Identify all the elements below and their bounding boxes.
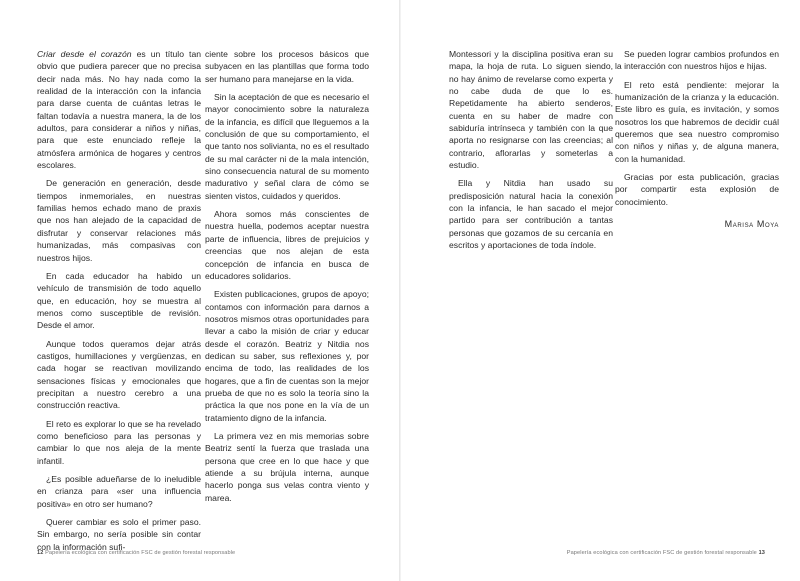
paragraph: Existen publicaciones, grupos de apoyo; contamos con información para darnos a nosotros mismos otras oportunidades para llevar a cabo la misión de criar y educar desde el corazón. Beatriz y Nitdia nos dedican su saber, sus reflexiones y, por encima de todo, las realidades de los hogares, que a fin de cuentas son la mejor prueba de que no es solo la teoría sino la práctica la que nos pone en la vía de un tratamiento digno de la infancia. [205,289,369,423]
paragraph: ¿Es posible adueñarse de lo ineludible en crianza para «ser una influencia positiva» en otro ser humano? [37,474,201,509]
paragraph: Querer cambiar es solo el primer paso. Sin embargo, no sería posible sin contar con la información sufi- [37,517,201,552]
paragraph: Gracias por esta publicación, gracias por compartir esta explosión de conocimiento. [615,172,779,207]
paragraph: El reto es explorar lo que se ha revelado como beneficioso para las personas y cambiar lo que nos aleja de la mente infantil. [37,418,201,466]
footer-text: Papelería ecológica con certificación FSC de gestión forestal responsable [566,550,757,556]
paragraph: Ella y Nitdia han usado su predisposición natural hacia la conexión con la infancia, le han sacado el mejor partido para ser contribución a tantas personas que gozamos de su cercanía en escritos y aportaciones de toda índole. [449,178,613,251]
right-page-column-1 [449,48,613,252]
paragraph: De generación en generación, desde tiempos inmemoriales, en nuestras familias hemos echado mano de praxis que nos han alejado de la capacidad de disfrutar y conservar relaciones más humanizadas, más compasivas con nuestros hijos. [37,178,201,263]
paragraph-text: es un título tan obvio que pudiera parecer que no precisa decir nada más. No hay nada como la realidad de la interacción con la infancia para darse cuenta de cuántas letras le faltan todavía a nuestra manera, la de los adultos, para considerar a niños y niñas, para que este enunciado refleje la atmósfera armónica de hogares y centros escolares. [37,49,202,171]
paragraph: El reto está pendiente: mejorar la humanización de la crianza y la educación. Este libro es guía, es invitación, y somos nosotros los que habremos de decidir cuál queremos que sea nuestro compromiso con niños y niñas y, de alguna manera, con la humanidad. [615,79,779,164]
page-number: 13 [758,550,765,556]
left-page-column-1 [37,48,201,553]
paragraph: Montessori y la disciplina positiva eran su mapa, la hoja de ruta. Lo siguen siendo, no hay ánimo de revelarse como experta y no cabe duda de que lo es. Repetidamente ha abierto senderos, cuenta en su haber de madre con sabiduría intrínseca y también con la que aporta no resignarse con las creencias; al contrario, aflorarlas y someterlas a estudio. [449,49,613,171]
footer-text: Papelería ecológica con certificación FSC de gestión forestal responsable [45,550,236,556]
page-number: 12 [37,550,44,556]
paragraph [37,48,201,171]
left-page-column-2 [205,48,369,504]
paragraph: Sin la aceptación de que es necesario el mayor conocimiento sobre la naturaleza de la infancia, es difícil que lleguemos a la conclusión de que su comportamiento, el que tanto nos solivianta, no es el resultado de su mal carácter ni de la mala intención, sino consecuencia natural de su momento madurativo y señal clara de cómo se sienten vistos, cuidados y queridos. [205,92,369,201]
paragraph: La primera vez en mis memorias sobre Beatriz sentí la fuerza que traslada una persona que cree en lo que hace y que atiende a su brújula interna, aunque hacerlo ponga sus velas contra viento y marea. [205,430,369,503]
book-title-italic: Criar desde el corazón [37,49,132,59]
paragraph: En cada educador ha habido un vehículo de transmisión de todo aquello que, en educación, hoy se muestra al menos como susceptible de revisión. Desde el amor. [37,270,201,331]
paragraph: Se pueden lograr cambios profundos en la interacción con nuestros hijos e hijas. [615,49,779,72]
paragraph: Ahora somos más conscientes de nuestra huella, podemos aceptar nuestra parte de influencia, libres de prejuicios y creencias que nos alejan de esta concepción de infancia en busca de educadores solidarios. [205,209,369,281]
paragraph: Aunque todos queramos dejar atrás castigos, humillaciones y vergüenzas, en cada hogar se reactivan movilizando sensaciones físicas y emocionales que precipitan a nuestro cerebro a una construcción reactiva. [37,338,201,411]
author-signature: Marisa Moya [724,219,779,230]
right-page-column-2 [615,48,779,230]
left-page-footer [37,550,235,556]
paragraph: ciente sobre los procesos básicos que subyacen en las plantillas que forma todo ser humano para manejarse en la vida. [205,49,369,84]
book-gutter [399,0,401,581]
right-page-footer [567,550,765,556]
